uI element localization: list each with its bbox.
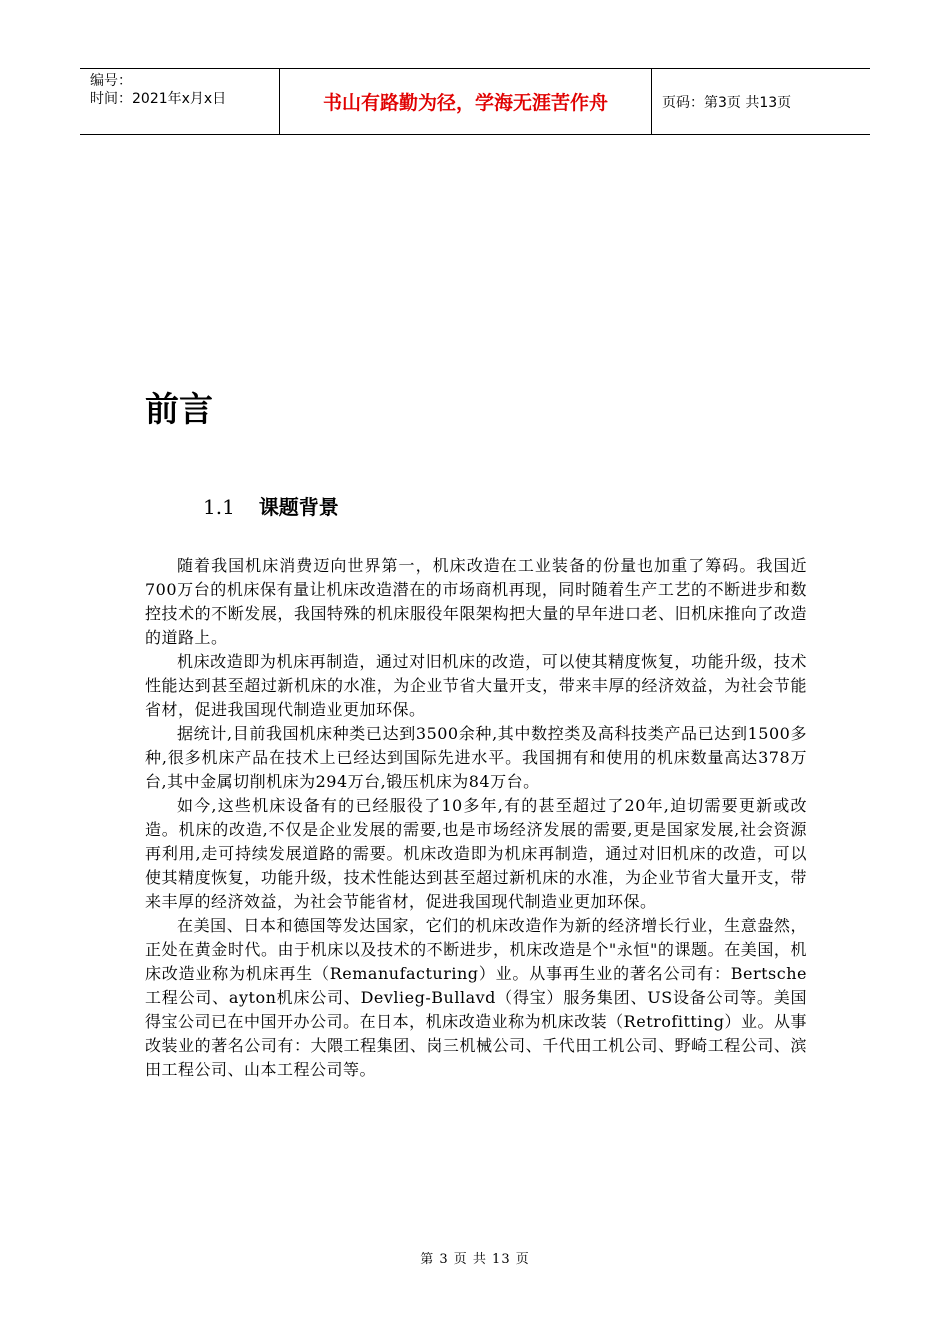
page-header <box>80 68 870 135</box>
header-page-info: 页码：第3页 共13页 <box>662 94 792 111</box>
section-number: 1.1 <box>203 495 235 519</box>
header-meta <box>80 69 280 134</box>
header-motto: 书山有路勤为径，学海无涯苦作舟 <box>280 69 652 134</box>
time-label: 时间：2021年x月x日 <box>90 91 227 107</box>
paragraph: 如今,这些机床设备有的已经服役了10多年,有的甚至超过了20年,迫切需要更新或改造。机床的改造,不仅是企业发展的需要,也是市场经济发展的需要,更是国家发展,社会资源再利用,走可持续发展道路的需要。机床改造即为机床再制造，通过对旧机床的改造，可以使其精度恢复，功能升级，技术性能达到甚至超过新机床的水准，为企业节省大量开支，带来丰厚的经济效益，为社会节能省材，促进我国现代制造业更加环保。 <box>145 796 807 911</box>
paragraph: 随着我国机床消费迈向世界第一，机床改造在工业装备的份量也加重了筹码。我国近700万台的机床保有量让机床改造潜在的市场商机再现，同时随着生产工艺的不断进步和数控技术的不断发展，我国特殊的机床服役年限架构把大量的早年进口老、旧机床推向了改造的道路上。 <box>145 556 807 647</box>
paragraph: 机床改造即为机床再制造，通过对旧机床的改造，可以使其精度恢复，功能升级，技术性能达到甚至超过新机床的水准，为企业节省大量开支，带来丰厚的经济效益，为社会节能省材，促进我国现代制造业更加环保。 <box>145 652 807 719</box>
section-title: 课题背景 <box>258 495 339 519</box>
body-text <box>145 554 807 1082</box>
paragraph: 据统计,目前我国机床种类已达到3500余种,其中数控类及高科技类产品已达到1500多种,很多机床产品在技术上已经达到国际先进水平。我国拥有和使用的机床数量高达378万台,其中金属切削机床为294万台,锻压机床为84万台。 <box>145 724 807 791</box>
number-label: 编号： <box>90 73 132 89</box>
page-title: 前言 <box>145 390 213 430</box>
section-heading <box>203 492 339 522</box>
paragraph: 在美国、日本和德国等发达国家，它们的机床改造作为新的经济增长行业，生意盎然，正处在黄金时代。由于机床以及技术的不断进步，机床改造是个"永恒"的课题。在美国，机床改造业称为机床再生（Remanufacturing）业。从事再生业的著名公司有：Bertsche工程公司、ayton机床公司、Devlieg-Bullavd（得宝）服务集团、US设备公司等。美国得宝公司已在中国开办公司。在日本，机床改造业称为机床改装（Retrofitting）业。从事改装业的著名公司有：大隈工程集团、岗三机械公司、千代田工机公司、野崎工程公司、滨田工程公司、山本工程公司等。 <box>145 916 807 1079</box>
page-footer: 第 3 页 共 13 页 <box>420 1252 530 1267</box>
